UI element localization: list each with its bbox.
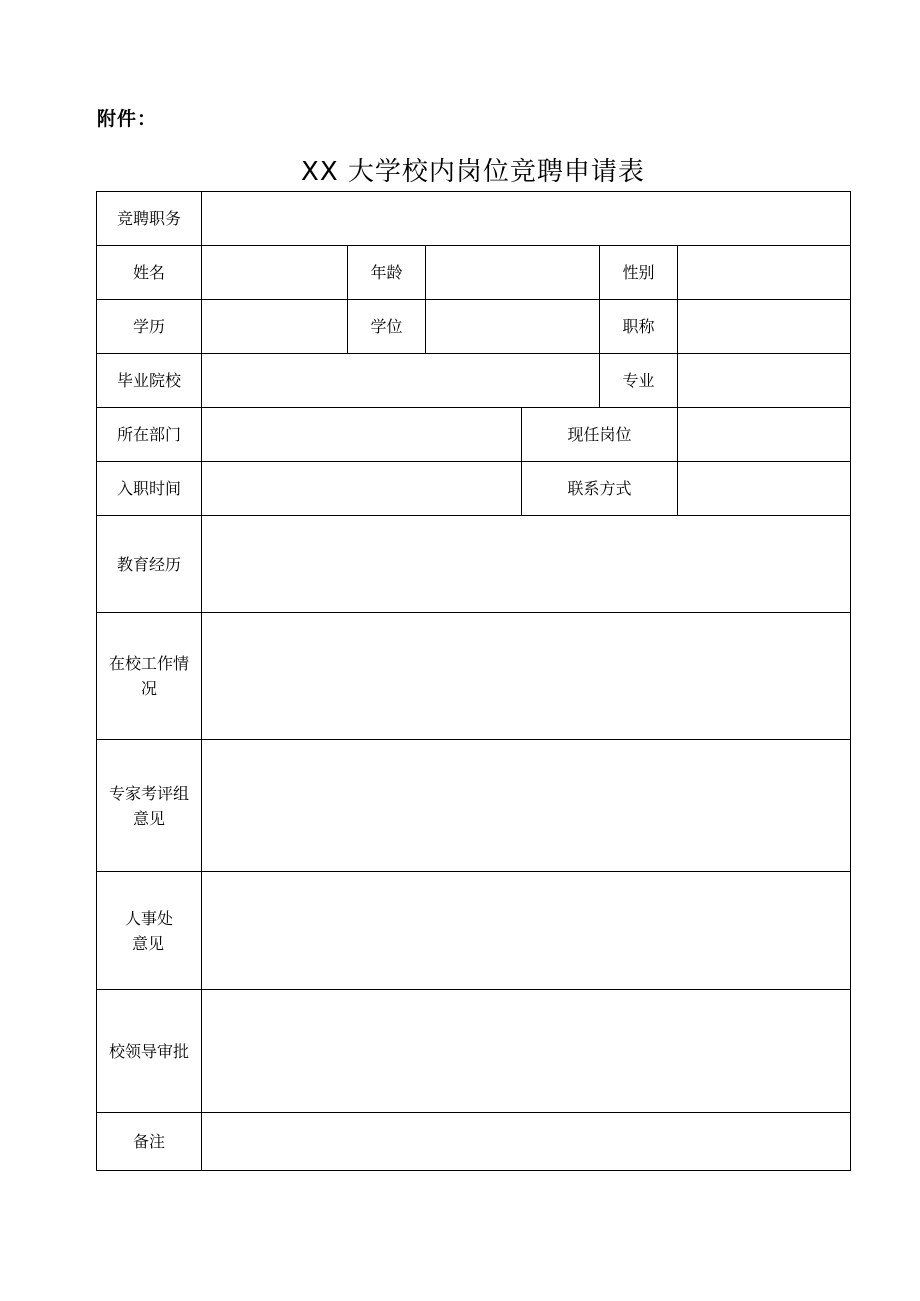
hire-date-label: 入职时间 — [97, 462, 202, 516]
row-qualifications — [97, 300, 851, 354]
row-hr-office — [97, 872, 851, 990]
work-on-campus-label-line2: 况 — [140, 679, 157, 698]
contact-label: 联系方式 — [522, 462, 678, 516]
position-applied-label: 竞聘职务 — [97, 192, 202, 246]
application-form-table — [96, 191, 851, 1171]
hr-office-field[interactable] — [202, 872, 851, 990]
position-applied-field[interactable] — [202, 192, 851, 246]
education-history-field[interactable] — [202, 516, 851, 613]
professional-title-field[interactable] — [678, 300, 851, 354]
row-leader-approval — [97, 990, 851, 1113]
education-history-label: 教育经历 — [97, 516, 202, 613]
attachment-label: 附件： — [97, 108, 158, 130]
age-label: 年龄 — [348, 246, 426, 300]
hr-office-label — [97, 872, 202, 990]
expert-panel-field[interactable] — [202, 740, 851, 872]
name-label: 姓名 — [97, 246, 202, 300]
current-post-field[interactable] — [678, 408, 851, 462]
work-on-campus-field[interactable] — [202, 613, 851, 740]
hr-office-label-line1: 人事处 — [124, 908, 173, 928]
row-position — [97, 192, 851, 246]
expert-panel-label-line1: 专家考评组 — [108, 783, 189, 803]
row-department — [97, 408, 851, 462]
department-label: 所在部门 — [97, 408, 202, 462]
work-on-campus-label-line1: 在校工作情 — [108, 654, 189, 673]
gender-label: 性别 — [600, 246, 678, 300]
current-post-label: 现任岗位 — [522, 408, 678, 462]
gender-field[interactable] — [678, 246, 851, 300]
degree-field[interactable] — [426, 300, 600, 354]
leader-approval-field[interactable] — [202, 990, 851, 1113]
degree-label: 学位 — [348, 300, 426, 354]
hr-office-label-line2: 意见 — [131, 933, 164, 953]
row-hire-date — [97, 462, 851, 516]
expert-panel-label-line2: 意见 — [132, 808, 165, 828]
professional-title-label: 职称 — [600, 300, 678, 354]
remarks-label: 备注 — [97, 1113, 202, 1171]
graduated-school-field[interactable] — [202, 354, 600, 408]
row-basic-info — [97, 246, 851, 300]
expert-panel-label — [97, 740, 202, 872]
name-field[interactable] — [202, 246, 348, 300]
work-on-campus-label — [97, 613, 202, 740]
education-field[interactable] — [202, 300, 348, 354]
row-remarks — [97, 1113, 851, 1171]
contact-field[interactable] — [678, 462, 851, 516]
education-label: 学历 — [97, 300, 202, 354]
row-expert-panel — [97, 740, 851, 872]
department-field[interactable] — [202, 408, 522, 462]
major-field[interactable] — [678, 354, 851, 408]
major-label: 专业 — [600, 354, 678, 408]
row-school — [97, 354, 851, 408]
row-education-history — [97, 516, 851, 613]
hire-date-field[interactable] — [202, 462, 522, 516]
remarks-field[interactable] — [202, 1113, 851, 1171]
form-title: XX 大学校内岗位竞聘申请表 — [301, 157, 645, 187]
graduated-school-label: 毕业院校 — [97, 354, 202, 408]
row-work-on-campus — [97, 613, 851, 740]
leader-approval-label: 校领导审批 — [97, 990, 202, 1113]
age-field[interactable] — [426, 246, 600, 300]
